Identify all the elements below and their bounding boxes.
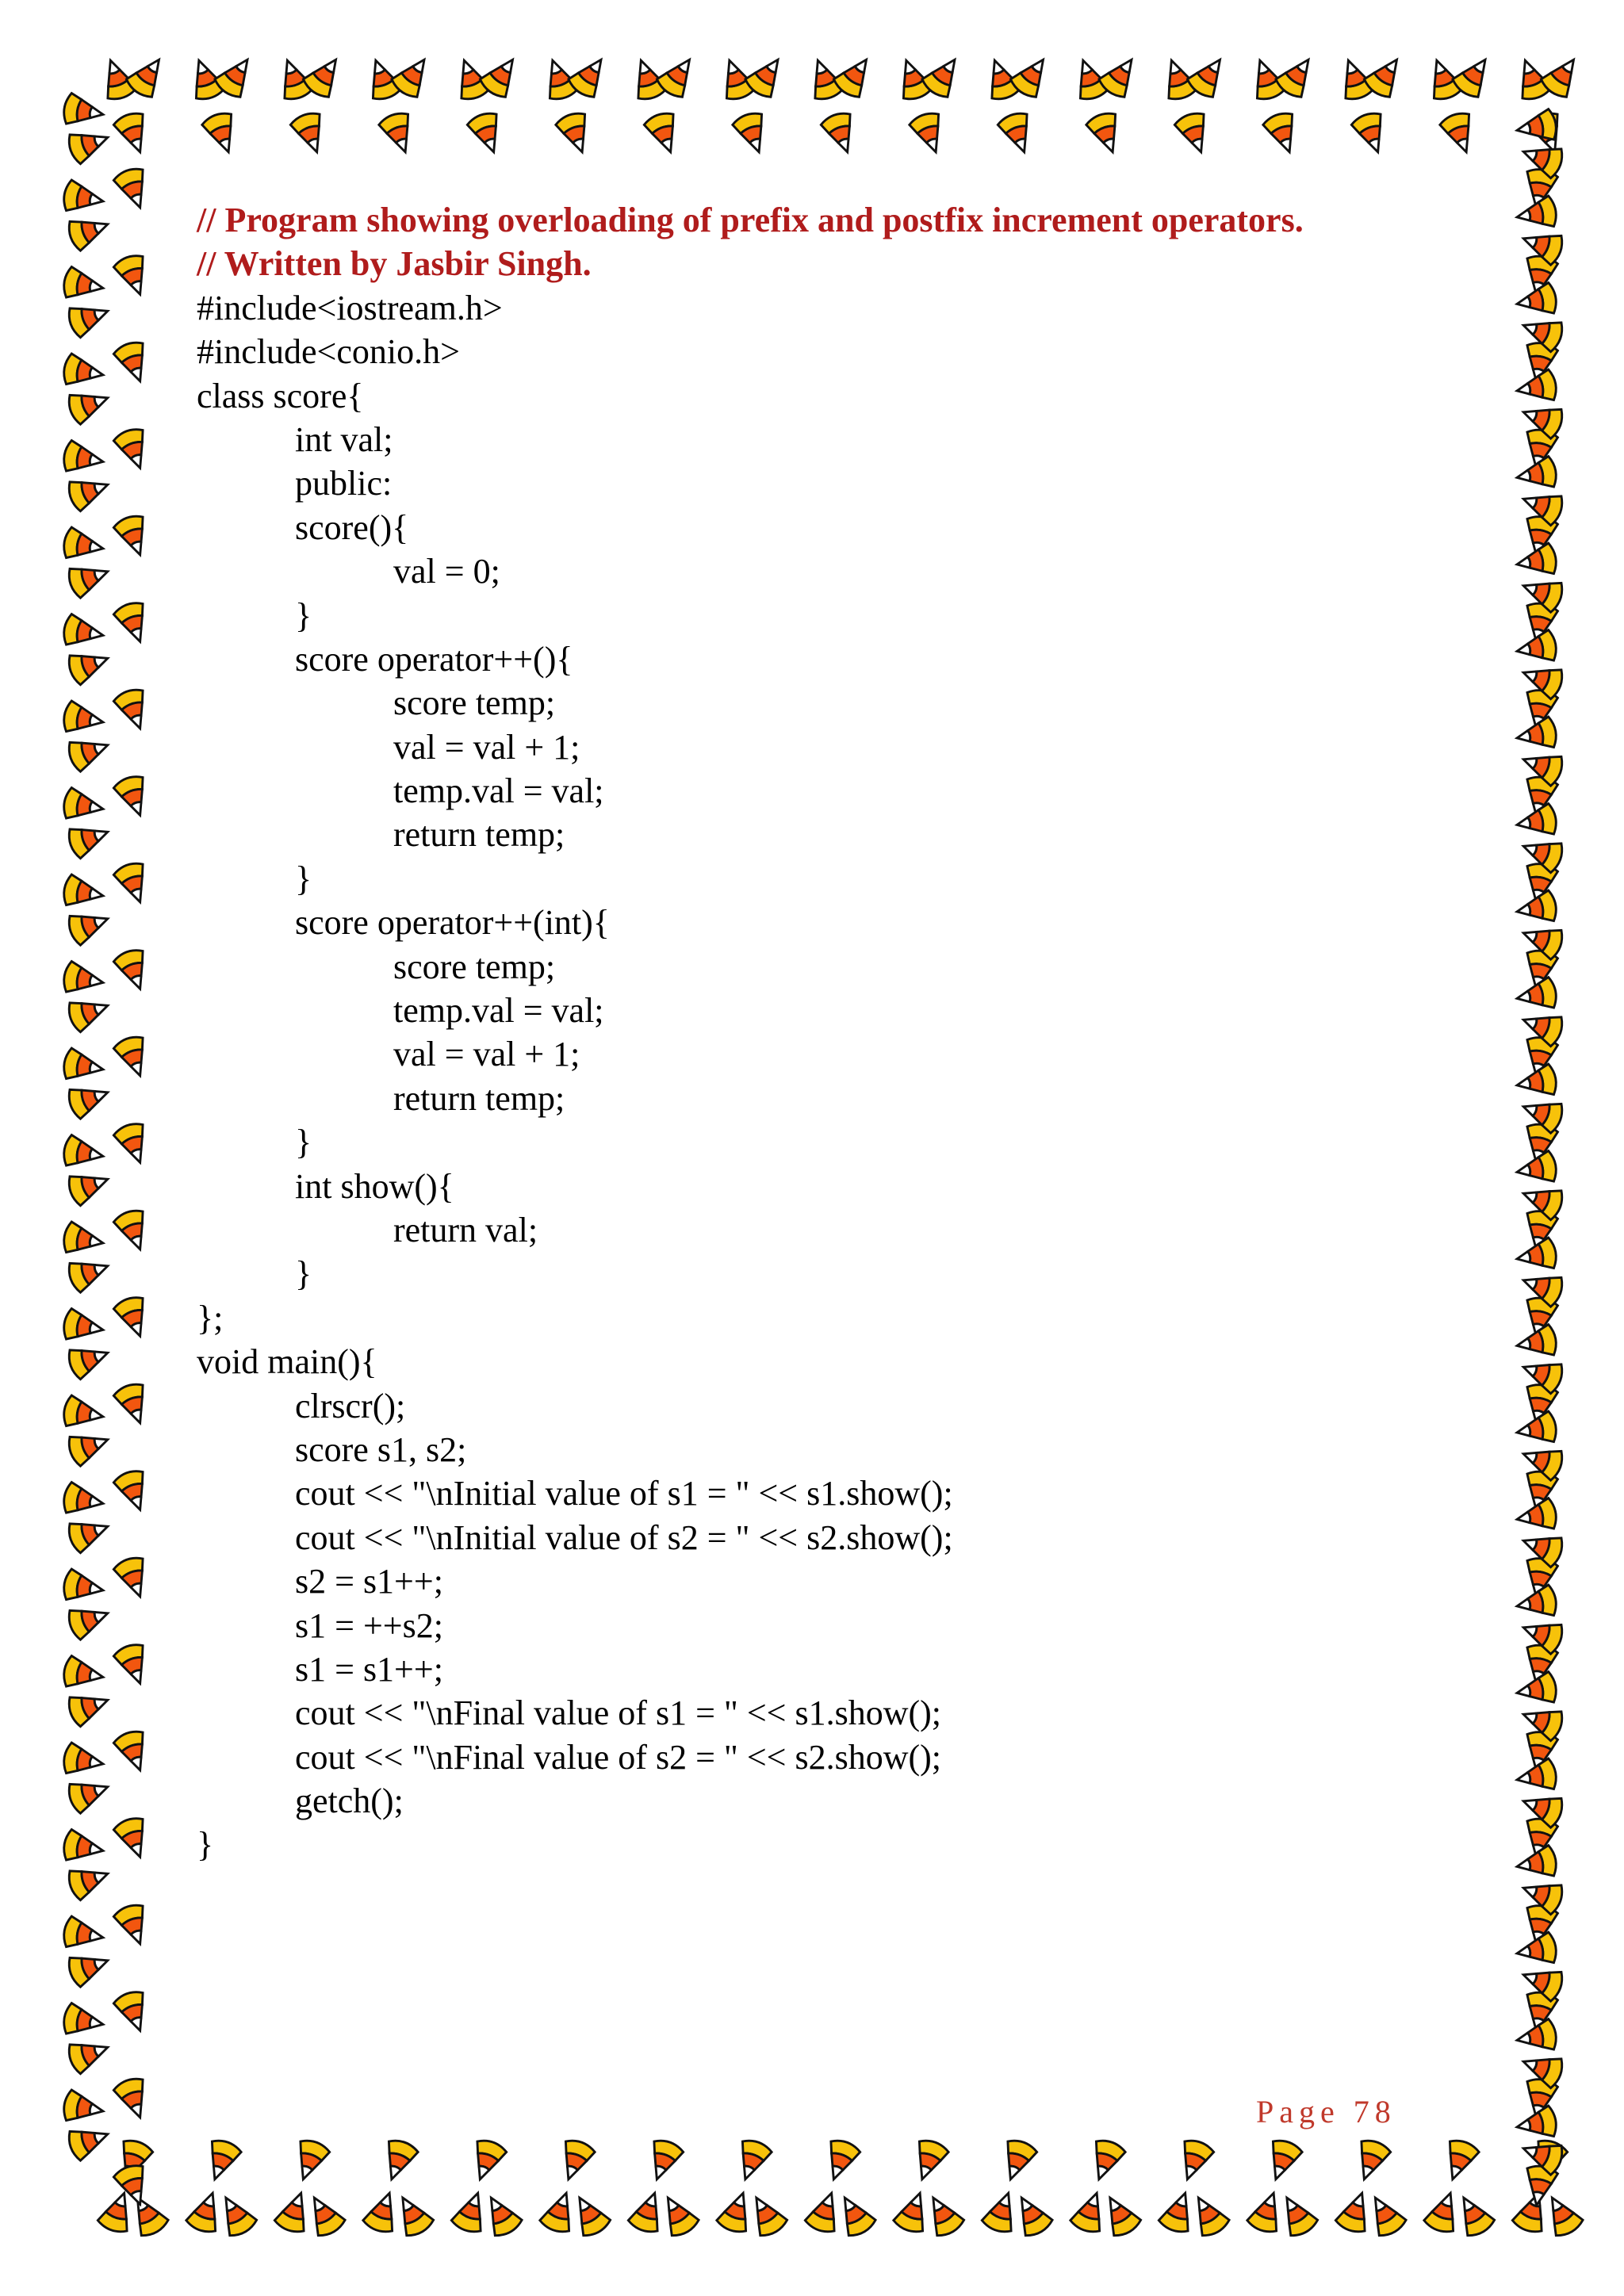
candy-corn-icon	[289, 110, 331, 158]
candy-corn-icon	[1438, 2137, 1480, 2185]
candy-corn-icon	[66, 1512, 113, 1555]
candy-corn-icon	[66, 1251, 113, 1294]
code-line: score operator++(){	[295, 639, 573, 679]
candy-corn-icon	[377, 110, 420, 158]
candy-corn-icon	[273, 2188, 316, 2236]
code-line: };	[197, 1298, 224, 1337]
code-block	[197, 286, 1465, 1867]
candy-corn-icon	[66, 1686, 113, 1728]
candy-corn-icon	[289, 2137, 331, 2185]
candy-corn-icon	[1261, 2137, 1304, 2185]
candy-corn-icon	[66, 730, 113, 773]
candy-corn-icon	[1084, 2137, 1127, 2185]
candy-corn-icon	[654, 2190, 701, 2239]
candy-corn-icon	[62, 614, 105, 651]
code-line: cout << "\nFinal value of s1 = " << s1.show();	[295, 1693, 942, 1733]
code-line: score operator++(int){	[295, 903, 610, 943]
code-line: temp.val = val;	[393, 771, 604, 811]
code-line: class score{	[197, 376, 364, 415]
candy-corn-icon	[996, 2137, 1039, 2185]
candy-corn-icon	[66, 383, 113, 426]
code-line: score s1, s2;	[295, 1429, 467, 1469]
candy-corn-icon	[66, 1598, 113, 1641]
candy-corn-icon	[1423, 2188, 1465, 2236]
candy-corn-icon	[62, 961, 105, 998]
candy-corn-icon	[743, 2190, 790, 2239]
candy-corn-icon	[66, 2033, 113, 2076]
candy-corn-icon	[1157, 2188, 1200, 2236]
candy-corn-icon	[450, 2188, 492, 2236]
candy-corn-icon	[1450, 2190, 1497, 2239]
candy-corn-icon	[124, 2190, 170, 2239]
candy-corn-icon	[185, 2188, 228, 2236]
candy-corn-icon	[201, 110, 243, 158]
candy-corn-icon	[112, 1294, 155, 1341]
candy-corn-icon	[62, 1829, 105, 1866]
candy-corn-icon	[626, 2188, 669, 2236]
candy-corn-icon	[1185, 2190, 1231, 2239]
candy-corn-icon	[62, 2003, 105, 2040]
candy-corn-icon	[819, 110, 862, 158]
code-line: score temp;	[393, 683, 556, 723]
candy-corn-icon	[66, 1859, 113, 1902]
candy-corn-icon	[1246, 2188, 1289, 2236]
candy-corn-icon	[377, 2137, 419, 2185]
candy-corn-icon	[62, 1135, 105, 1172]
candy-corn-icon	[1538, 2190, 1585, 2239]
code-line: s2 = s1++;	[295, 1562, 443, 1601]
candy-corn-icon	[642, 2137, 685, 2185]
candy-corn-icon	[200, 2137, 243, 2185]
candy-corn-icon	[62, 700, 105, 737]
code-line: s1 = ++s2;	[295, 1605, 443, 1645]
code-line: return temp;	[393, 1078, 565, 1118]
candy-corn-icon	[1173, 2137, 1216, 2185]
candy-corn-icon	[803, 2188, 846, 2236]
candy-corn-icon	[112, 1381, 155, 1429]
candy-corn-icon	[62, 1308, 105, 1345]
candy-corn-icon	[66, 470, 113, 513]
candy-corn-icon	[1069, 2188, 1112, 2236]
author-comment: // Written by Jasbir Singh.	[197, 244, 592, 284]
code-line: return temp;	[393, 815, 565, 855]
candy-corn-icon	[1350, 2137, 1392, 2185]
candy-corn-icon	[112, 252, 155, 300]
candy-corn-icon	[554, 110, 597, 158]
candy-corn-icon	[112, 1207, 155, 1255]
code-line: }	[197, 1825, 214, 1865]
candy-corn-icon	[1085, 110, 1128, 158]
candy-corn-icon	[112, 1641, 155, 1689]
candy-corn-icon	[62, 1395, 105, 1432]
candy-corn-icon	[1008, 2190, 1055, 2239]
candy-corn-icon	[112, 599, 155, 647]
candy-corn-icon	[62, 353, 105, 390]
candy-corn-icon	[566, 2190, 613, 2239]
candy-corn-icon	[66, 2119, 113, 2162]
candy-corn-icon	[553, 2137, 596, 2185]
code-line: }	[295, 859, 312, 898]
candy-corn-icon	[907, 2137, 950, 2185]
code-line: void main(){	[197, 1342, 377, 1382]
candy-corn-icon	[62, 526, 105, 564]
candy-corn-icon	[66, 557, 113, 599]
candy-corn-icon	[730, 2137, 773, 2185]
candy-corn-icon	[66, 991, 113, 1034]
candy-corn-icon	[62, 266, 105, 304]
candy-corn-icon	[112, 947, 155, 994]
candy-corn-icon	[1334, 2188, 1377, 2236]
candy-corn-icon	[892, 2188, 935, 2236]
candy-corn-icon	[66, 1772, 113, 1815]
candy-corn-icon	[66, 297, 113, 339]
candy-corn-icon	[112, 1034, 155, 1081]
candy-corn-icon	[62, 1047, 105, 1085]
code-line: s1 = s1++;	[295, 1649, 443, 1689]
candy-corn-icon	[642, 110, 685, 158]
candy-corn-icon	[112, 1815, 155, 1862]
candy-corn-icon	[112, 1120, 155, 1168]
candy-corn-icon	[1097, 2190, 1143, 2239]
code-line: cout << "\nInitial value of s1 = " << s1.show();	[295, 1474, 953, 1513]
code-line: }	[295, 595, 312, 635]
code-line: val = val + 1;	[393, 727, 580, 767]
code-line: val = val + 1;	[393, 1035, 580, 1074]
candy-corn-icon	[980, 2188, 1023, 2236]
candy-corn-icon	[1350, 110, 1392, 158]
code-line: public:	[295, 464, 393, 503]
candy-corn-icon	[908, 110, 951, 158]
candy-corn-icon	[1515, 109, 1558, 146]
code-line: int val;	[295, 419, 393, 459]
code-line: getch();	[295, 1781, 404, 1821]
code-line: cout << "\nInitial value of s2 = " << s2.show();	[295, 1517, 953, 1557]
candy-corn-icon	[62, 787, 105, 825]
code-line: score temp;	[393, 947, 556, 986]
candy-corn-icon	[66, 1425, 113, 1468]
code-line: #include<iostream.h>	[197, 288, 503, 327]
candy-corn-icon	[112, 110, 155, 158]
candy-corn-icon	[1262, 110, 1304, 158]
candy-corn-icon	[731, 110, 774, 158]
code-line: temp.val = val;	[393, 991, 604, 1031]
candy-corn-icon	[538, 2188, 581, 2236]
candy-corn-icon	[112, 773, 155, 821]
code-line: return val;	[393, 1210, 538, 1249]
candy-corn-icon	[715, 2188, 758, 2236]
candy-corn-icon	[831, 2190, 878, 2239]
code-line: }	[295, 1123, 312, 1162]
candy-corn-icon	[112, 426, 155, 473]
candy-corn-icon	[66, 1077, 113, 1120]
code-line: clrscr();	[295, 1386, 406, 1425]
candy-corn-icon	[62, 874, 105, 911]
candy-corn-icon	[477, 2190, 524, 2239]
candy-corn-icon	[62, 1482, 105, 1519]
candy-corn-icon	[112, 860, 155, 908]
candy-corn-icon	[301, 2190, 347, 2239]
candy-corn-icon	[112, 2076, 155, 2123]
candy-corn-icon	[465, 110, 508, 158]
candy-corn-icon	[112, 1555, 155, 1602]
candy-corn-icon	[62, 1742, 105, 1779]
candy-corn-icon	[66, 904, 113, 947]
candy-corn-icon	[465, 2137, 508, 2185]
candy-corn-icon	[362, 2188, 404, 2236]
candy-corn-icon	[996, 110, 1039, 158]
candy-corn-icon	[62, 2089, 105, 2126]
candy-corn-icon	[66, 1165, 113, 1207]
candy-corn-icon	[1511, 2188, 1553, 2236]
candy-corn-icon	[112, 513, 155, 561]
code-line: int show(){	[295, 1166, 454, 1206]
candy-corn-icon	[66, 123, 113, 166]
code-listing	[197, 198, 1465, 1867]
page-number: Page 78	[1256, 2094, 1396, 2130]
candy-corn-icon	[112, 1902, 155, 1950]
candy-corn-icon	[389, 2190, 436, 2239]
candy-corn-icon	[62, 440, 105, 477]
candy-corn-icon	[66, 1338, 113, 1381]
candy-corn-icon	[62, 1221, 105, 1258]
candy-corn-icon	[62, 179, 105, 216]
candy-corn-icon	[112, 1728, 155, 1776]
code-line: }	[295, 1254, 312, 1294]
candy-corn-icon	[66, 1946, 113, 1988]
candy-corn-icon	[1274, 2190, 1320, 2239]
code-line: score(){	[295, 507, 409, 547]
candy-corn-icon	[819, 2137, 862, 2185]
candy-corn-icon	[1438, 110, 1481, 158]
candy-corn-icon	[66, 817, 113, 860]
candy-corn-icon	[62, 93, 105, 130]
candy-corn-icon	[112, 1468, 155, 1515]
candy-corn-icon	[112, 1988, 155, 2036]
candy-corn-icon	[1362, 2190, 1408, 2239]
candy-corn-icon	[213, 2190, 259, 2239]
candy-corn-icon	[112, 687, 155, 734]
candy-corn-icon	[112, 339, 155, 387]
code-line: #include<conio.h>	[197, 332, 460, 372]
candy-corn-icon	[66, 209, 113, 252]
candy-corn-icon	[62, 1655, 105, 1693]
candy-corn-icon	[1173, 110, 1216, 158]
candy-corn-icon	[62, 1915, 105, 1953]
candy-corn-icon	[112, 166, 155, 213]
code-line: val = 0;	[393, 552, 500, 591]
candy-corn-icon	[62, 1568, 105, 1605]
code-line: cout << "\nFinal value of s2 = " << s2.show();	[295, 1737, 942, 1777]
candy-corn-icon	[920, 2190, 967, 2239]
program-title-comment: // Program showing overloading of prefix and postfix increment operators.	[197, 201, 1304, 239]
candy-corn-icon	[66, 644, 113, 687]
